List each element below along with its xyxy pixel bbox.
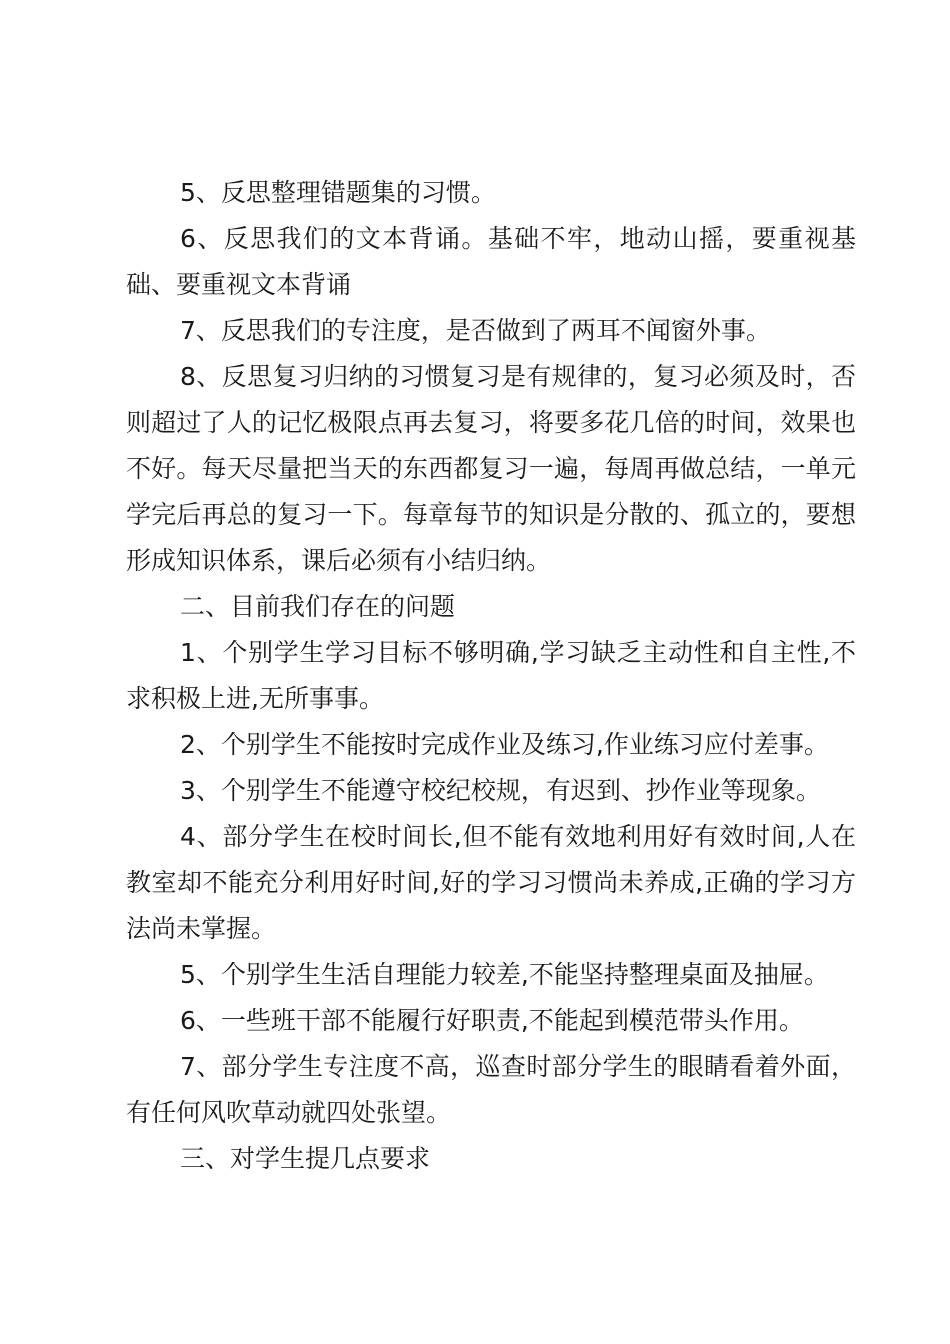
paragraph-problem-5: 5、个别学生生活自理能力较差,不能坚持整理桌面及抽屉。 [180,960,829,989]
paragraph-problem-2: 2、个别学生不能按时完成作业及练习,作业练习应付差事。 [180,730,829,759]
paragraph-habit-7: 7、反思我们的专注度，是否做到了两耳不闻窗外事。 [180,316,771,345]
paragraph-habit-8: 8、反思复习归纳的习惯复习是有规律的，复习必须及时，否则超过了人的记忆极限点再去复习，将要多花几倍的时间，效果也不好。每天尽量把当天的东西都复习一遍，每周再做总结，一单元学完后再总的复习一下。每章每节的知识是分散的、孤立的，要想形成知识体系，课后必须有小结归纳。 [126,362,856,575]
paragraph-problem-3: 3、个别学生不能遵守校纪校规，有迟到、抄作业等现象。 [180,776,821,805]
paragraph-problem-4: 4、部分学生在校时间长,但不能有效地利用好有效时间,人在教室却不能充分利用好时间,好的学习习惯尚未养成,正确的学习方法尚未掌握。 [126,822,856,943]
paragraph-habit-6: 6、反思我们的文本背诵。基础不牢，地动山摇，要重视基础、要重视文本背诵 [126,224,856,299]
section-heading-3: 三、对学生提几点要求 [180,1144,431,1173]
paragraph-problem-1: 1、个别学生学习目标不够明确,学习缺乏主动性和自主性,不求积极上进,无所事事。 [126,638,856,713]
paragraph-habit-5: 5、反思整理错题集的习惯。 [180,178,496,207]
paragraph-problem-6: 6、一些班干部不能履行好职责,不能起到模范带头作用。 [180,1006,804,1035]
paragraph-problem-7: 7、部分学生专注度不高，巡查时部分学生的眼睛看着外面，有任何风吹草动就四处张望。 [126,1052,856,1127]
document-body [126,170,856,1182]
section-heading-2: 二、目前我们存在的问题 [180,592,456,621]
